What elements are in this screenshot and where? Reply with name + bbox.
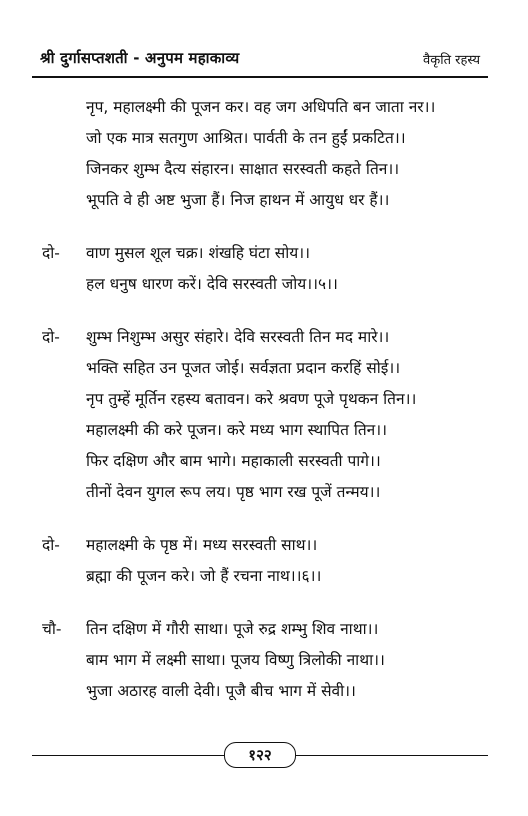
- verse-line: नृप, महालक्ष्मी की पूजन कर। वह जग अधिपति बन जाता नर।।: [86, 98, 436, 116]
- verse-line: ब्रह्मा की पूजन करे। जो हैं रचना नाथ।।६।।: [86, 567, 322, 585]
- header-divider: [32, 76, 488, 78]
- doha-block: [42, 238, 488, 300]
- verse-marker: दो-: [42, 536, 60, 554]
- verse-line: तीनों देवन युगल रूप लय। पृष्ठ भाग रख पूजें तन्मय।।: [86, 483, 381, 501]
- verse-line: दो- शुम्भ निशुम्भ असुर संहारे। देवि सरस्वती तिन मद मारे।।: [42, 322, 488, 353]
- verse-line: महालक्ष्मी की करे पूजन। करे मध्य भाग स्थापित तिन।।: [86, 421, 388, 439]
- verse-body: [42, 92, 488, 729]
- verse-line: दो- महालक्ष्मी के पृष्ठ में। मध्य सरस्वती साथ।।: [42, 530, 488, 561]
- page-number: १२२: [224, 742, 296, 768]
- page-footer: [32, 742, 488, 768]
- verse-line: जो एक मात्र सतगुण आश्रित। पार्वती के तन हुईं प्रकटित।।: [86, 129, 406, 147]
- verse-marker: दो-: [42, 328, 60, 346]
- verse-line: फिर दक्षिण और बाम भागे। महाकाली सरस्वती पागे।।: [86, 452, 381, 470]
- chaupai-block: [42, 614, 488, 707]
- page-header: [32, 38, 488, 78]
- verse-line: भुजा अठारह वाली देवी। पूजै बीच भाग में सेवी।।: [86, 682, 356, 700]
- book-title: श्री दुर्गासप्तशती - अनुपम महाकाव्य: [40, 49, 240, 67]
- verse-line: भूपति वे ही अष्ट भुजा हैं। निज हाथन में आयुध धर हैं।।: [86, 191, 390, 209]
- verse-line: दो- वाण मुसल शूल चक्र। शंखहि घंटा सोय।।: [42, 238, 488, 269]
- verse-block: [42, 92, 488, 216]
- verse-line: हल धनुष धारण करें। देवि सरस्वती जोय।।५।।: [86, 275, 338, 293]
- verse-line: भक्ति सहित उन पूजत जोई। सर्वज्ञता प्रदान करहिं सोई।।: [86, 359, 401, 377]
- chapter-title: वैकृति रहस्य: [423, 53, 480, 68]
- verse-line: चौ- तिन दक्षिण में गौरी साथा। पूजे रुद्र शम्भु शिव नाथा।।: [42, 614, 488, 645]
- verse-marker: चौ-: [42, 620, 62, 638]
- verse-marker: दो-: [42, 244, 60, 262]
- verse-line: नृप तुम्हें मूर्तिन रहस्य बतावन। करे श्रवण पूजे पृथकन तिन।।: [86, 390, 417, 408]
- verse-line: जिनकर शुम्भ दैत्य संहारन। साक्षात सरस्वती कहते तिन।।: [86, 160, 400, 178]
- verse-line: बाम भाग में लक्ष्मी साथा। पूजय विष्णु त्रिलोकी नाथा।।: [86, 651, 385, 669]
- doha-block: [42, 322, 488, 508]
- doha-block: [42, 530, 488, 592]
